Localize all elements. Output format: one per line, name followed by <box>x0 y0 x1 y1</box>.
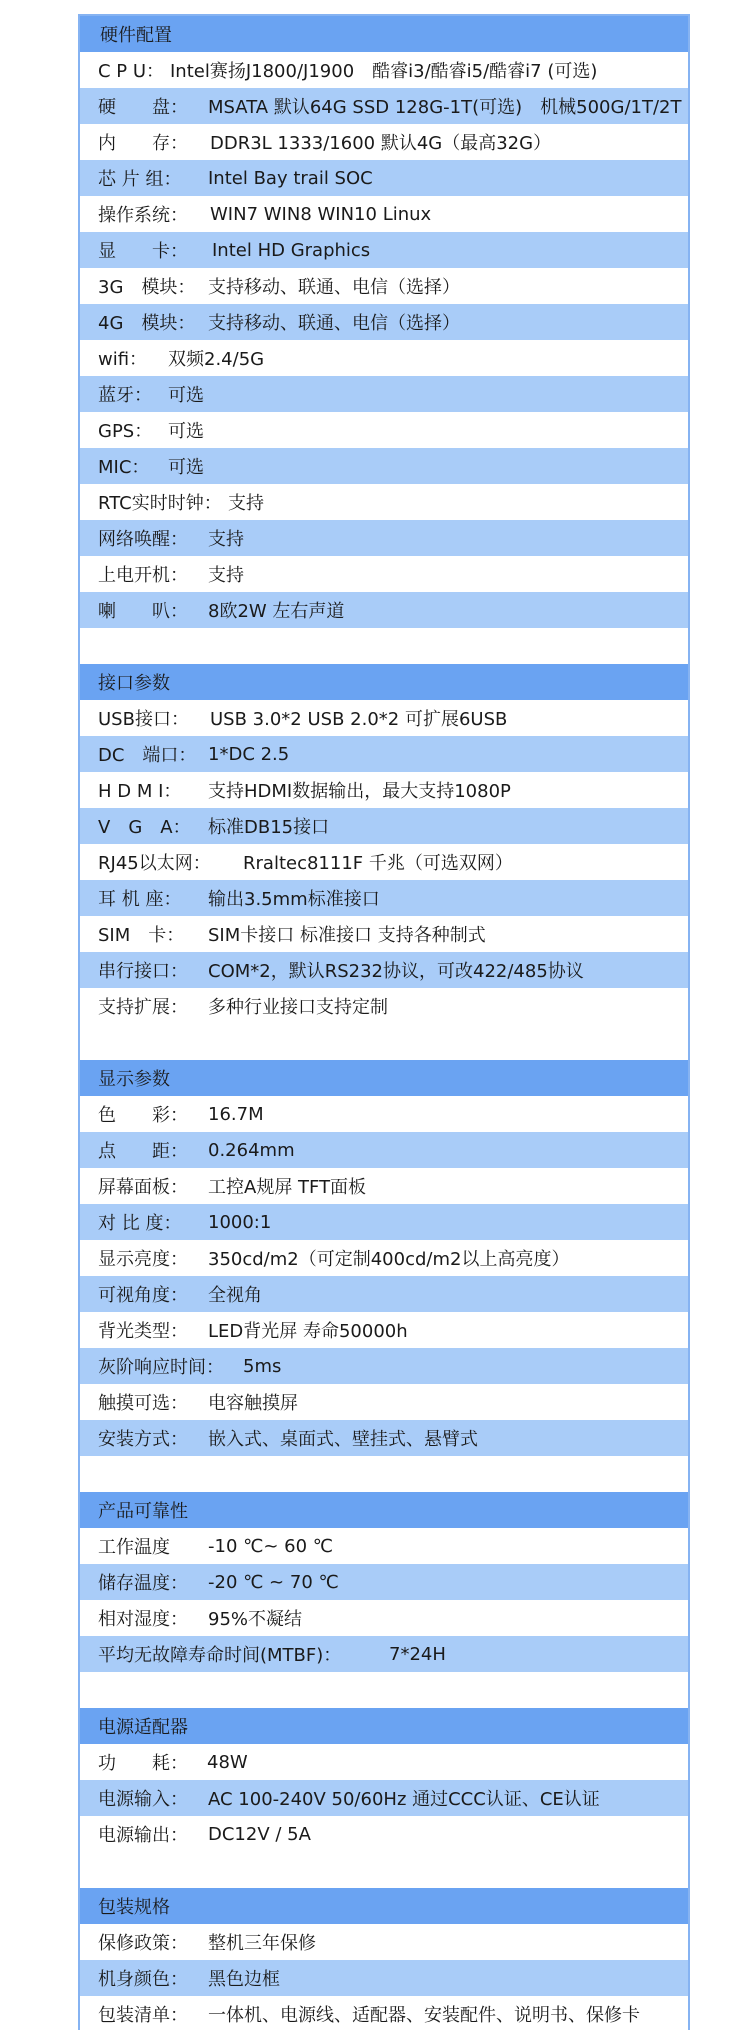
spec-label: 硬 盘： <box>98 97 188 118</box>
spec-label: 3G 模块： <box>98 277 196 298</box>
spec-label: 平均无故障寿命时间(MTBF)： <box>98 1645 342 1666</box>
spec-row <box>80 1744 688 1780</box>
spec-label: 灰阶响应时间： <box>98 1357 224 1378</box>
spec-row <box>80 1348 688 1384</box>
spec-row <box>80 880 688 916</box>
spec-row <box>80 844 688 880</box>
spec-row <box>80 1420 688 1456</box>
spec-row <box>80 1564 688 1600</box>
section-title: 包装规格 <box>98 1897 170 1918</box>
spec-row <box>80 412 688 448</box>
spec-value: 350cd/m2（可定制400cd/m2以上高亮度） <box>208 1249 570 1270</box>
spec-row <box>80 916 688 952</box>
spec-row <box>80 52 688 88</box>
spec-label: 支持扩展： <box>98 997 188 1018</box>
spec-row <box>80 232 688 268</box>
spec-value: 全视角 <box>208 1285 262 1306</box>
spec-row <box>80 124 688 160</box>
spec-value: -10 ℃~ 60 ℃ <box>208 1535 333 1557</box>
spec-value: 标准DB15接口 <box>208 817 330 838</box>
spec-table <box>78 14 690 2030</box>
spec-label: V G A： <box>98 817 191 838</box>
spec-row <box>80 340 688 376</box>
spec-value: 可选 <box>168 421 204 442</box>
spec-label: 芯 片 组： <box>98 169 182 190</box>
spec-value: 1*DC 2.5 <box>208 743 290 765</box>
spec-label: 耳 机 座： <box>98 889 182 910</box>
spec-row <box>80 1924 688 1960</box>
spec-label: 可视角度： <box>98 1285 188 1306</box>
spec-value: MSATA 默认64G SSD 128G-1T(可选) 机械500G/1T/2T <box>208 97 682 118</box>
spec-label: 屏幕面板： <box>98 1177 188 1198</box>
spec-label: GPS： <box>98 421 153 442</box>
spec-row <box>80 772 688 808</box>
spec-value: 整机三年保修 <box>208 1933 316 1954</box>
section-header <box>80 1492 688 1528</box>
spec-value: 支持移动、联通、电信（选择） <box>208 277 460 298</box>
spec-value: 支持 <box>208 565 244 586</box>
spec-row <box>80 952 688 988</box>
spec-row <box>80 1168 688 1204</box>
spec-value: USB 3.0*2 USB 2.0*2 可扩展6USB <box>210 709 508 730</box>
spec-label: 色 彩： <box>98 1105 188 1126</box>
spec-value: -20 ℃ ~ 70 ℃ <box>208 1571 339 1593</box>
spec-label: 相对湿度： <box>98 1609 188 1630</box>
section-title: 电源适配器 <box>98 1717 188 1738</box>
spec-value: Intel赛扬J1800/J1900 酷睿i3/酷睿i5/酷睿i7 (可选) <box>170 61 598 82</box>
spec-label: 串行接口： <box>98 961 188 982</box>
spec-row <box>80 1384 688 1420</box>
spec-label: 储存温度： <box>98 1573 188 1594</box>
section-header <box>80 16 688 52</box>
spec-row <box>80 592 688 628</box>
spec-row <box>80 736 688 772</box>
spec-label: RTC实时时钟： <box>98 493 222 514</box>
spec-row <box>80 1816 688 1852</box>
spec-value: 5ms <box>243 1355 282 1377</box>
spec-label: 安装方式： <box>98 1429 188 1450</box>
spec-value: DC12V / 5A <box>208 1823 311 1845</box>
spec-label: 功 耗： <box>98 1753 188 1774</box>
spec-value: 多种行业接口支持定制 <box>208 997 388 1018</box>
spec-label: 显 卡： <box>98 241 188 262</box>
section-title: 接口参数 <box>98 673 170 694</box>
spec-label: 网络唤醒： <box>98 529 188 550</box>
spec-label: 包装清单： <box>98 2005 188 2026</box>
spec-label: SIM 卡： <box>98 925 185 946</box>
spec-label: 内 存： <box>98 133 188 154</box>
spec-value: 可选 <box>168 457 204 478</box>
spec-value: 支持 <box>208 529 244 550</box>
spec-row <box>80 1132 688 1168</box>
section-title: 显示参数 <box>98 1069 170 1090</box>
spec-row <box>80 1276 688 1312</box>
spec-value: 嵌入式、桌面式、壁挂式、悬臂式 <box>208 1429 478 1450</box>
section-header <box>80 664 688 700</box>
spec-value: LED背光屏 寿命50000h <box>208 1321 408 1342</box>
spec-row <box>80 268 688 304</box>
spec-value: Intel HD Graphics <box>212 239 371 261</box>
spec-row <box>80 700 688 736</box>
spec-label: 上电开机： <box>98 565 188 586</box>
spec-row <box>80 1204 688 1240</box>
spec-label: 保修政策： <box>98 1933 188 1954</box>
spec-row <box>80 520 688 556</box>
spec-row <box>80 376 688 412</box>
section-title: 硬件配置 <box>100 25 172 46</box>
spec-value: DDR3L 1333/1600 默认4G（最高32G） <box>210 133 552 154</box>
spec-row <box>80 88 688 124</box>
spec-label: MIC： <box>98 457 150 478</box>
spec-row <box>80 1780 688 1816</box>
spec-label: 触摸可选： <box>98 1393 188 1414</box>
spec-row <box>80 1240 688 1276</box>
section-header <box>80 1708 688 1744</box>
spec-value: 电容触摸屏 <box>208 1393 298 1414</box>
spec-label: 工作温度 <box>98 1537 170 1558</box>
spec-row <box>80 1636 688 1672</box>
spec-value: 工控A规屏 TFT面板 <box>208 1177 367 1198</box>
spec-value: 16.7M <box>208 1103 264 1125</box>
spec-row <box>80 1528 688 1564</box>
spec-value: 输出3.5mm标准接口 <box>208 889 380 910</box>
spec-row <box>80 448 688 484</box>
section-title: 产品可靠性 <box>98 1501 188 1522</box>
spec-label: USB接口： <box>98 709 189 730</box>
spec-label: 喇 叭： <box>98 601 188 622</box>
spec-value: Intel Bay trail SOC <box>208 167 373 189</box>
spec-value: 0.264mm <box>208 1139 295 1161</box>
spec-value: 可选 <box>168 385 204 406</box>
section-header <box>80 1888 688 1924</box>
spec-row <box>80 1960 688 1996</box>
spec-label: 电源输出： <box>98 1825 188 1846</box>
spec-row <box>80 304 688 340</box>
spec-row <box>80 1312 688 1348</box>
spec-label: 机身颜色： <box>98 1969 188 1990</box>
spec-label: 显示亮度： <box>98 1249 188 1270</box>
spec-value: Rraltec8111F 千兆（可选双网） <box>243 853 513 874</box>
spec-row <box>80 1996 688 2032</box>
spec-label: C P U： <box>98 61 165 82</box>
spec-row <box>80 484 688 520</box>
spec-label: 操作系统： <box>98 205 188 226</box>
spec-label: 对 比 度： <box>98 1213 182 1234</box>
spec-label: 背光类型： <box>98 1321 188 1342</box>
spec-row <box>80 808 688 844</box>
spec-value: 支持移动、联通、电信（选择） <box>208 313 460 334</box>
spec-value: 黑色边框 <box>208 1969 280 1990</box>
spec-value: 8欧2W 左右声道 <box>208 601 345 622</box>
spec-row <box>80 1096 688 1132</box>
spec-value: 双频2.4/5G <box>168 349 265 370</box>
spec-value: 95%不凝结 <box>208 1609 303 1630</box>
spec-row <box>80 556 688 592</box>
spec-label: 电源输入： <box>98 1789 188 1810</box>
spec-value: 支持HDMI数据输出，最大支持1080P <box>208 781 511 802</box>
spec-label: RJ45以太网： <box>98 853 211 874</box>
spec-value: 48W <box>207 1751 248 1773</box>
spec-label: 蓝牙： <box>98 385 152 406</box>
section-header <box>80 1060 688 1096</box>
spec-row <box>80 988 688 1024</box>
spec-value: WIN7 WIN8 WIN10 Linux <box>210 203 432 225</box>
spec-value: AC 100-240V 50/60Hz 通过CCC认证、CE认证 <box>208 1789 600 1810</box>
spec-value: SIM卡接口 标准接口 支持各种制式 <box>208 925 486 946</box>
spec-value: 一体机、电源线、适配器、安装配件、说明书、保修卡 <box>208 2005 640 2026</box>
spec-row <box>80 1600 688 1636</box>
spec-value: 7*24H <box>389 1643 446 1665</box>
spec-label: 点 距： <box>98 1141 188 1162</box>
spec-label: H D M I： <box>98 781 182 802</box>
spec-row <box>80 196 688 232</box>
spec-value: 支持 <box>228 493 264 514</box>
spec-value: COM*2，默认RS232协议，可改422/485协议 <box>208 961 584 982</box>
spec-label: 4G 模块： <box>98 313 196 334</box>
spec-label: DC 端口： <box>98 745 197 766</box>
spec-row <box>80 160 688 196</box>
spec-value: 1000:1 <box>208 1211 272 1233</box>
spec-label: wifi： <box>98 349 148 370</box>
